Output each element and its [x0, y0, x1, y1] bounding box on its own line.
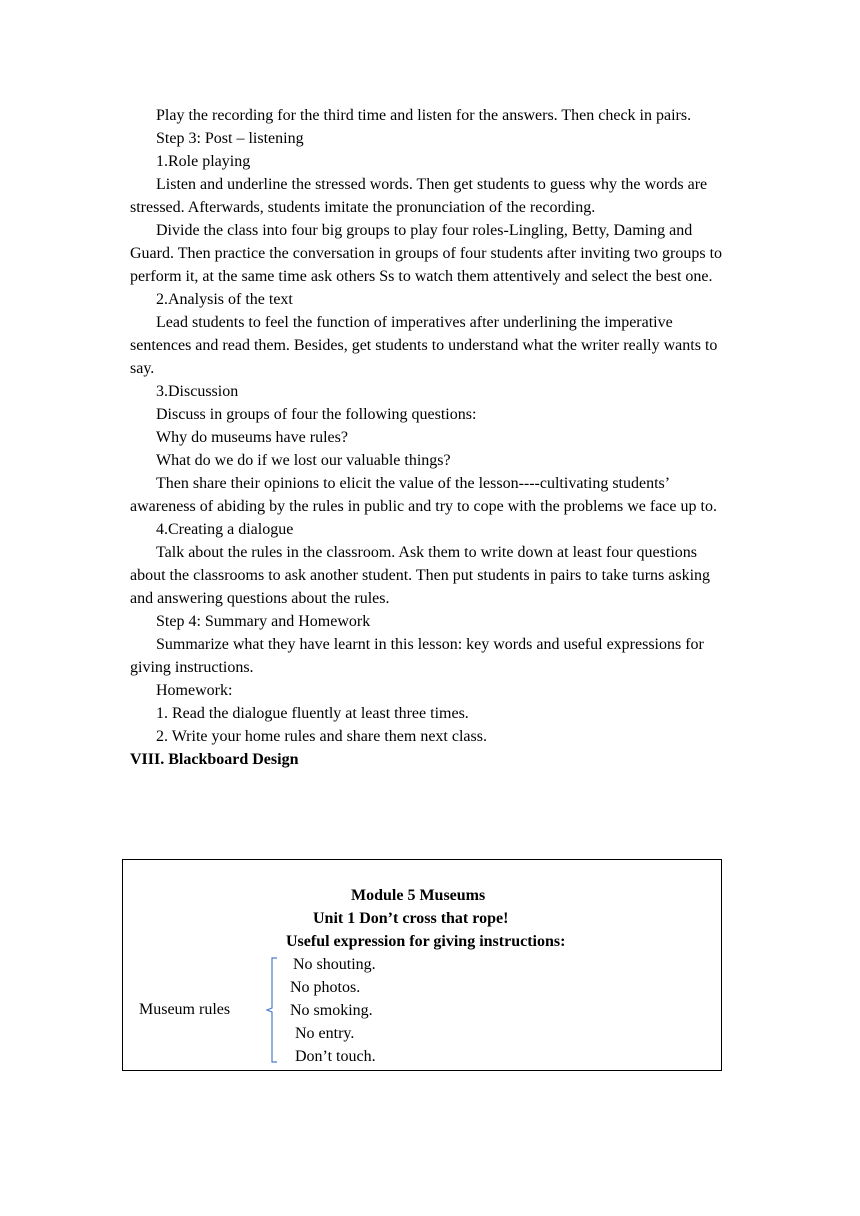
- curly-brace-icon: [265, 956, 279, 1064]
- paragraph: Divide the class into four big groups to play four roles-Lingling, Betty, Daming and Guard. Then practice the conversation in groups of four students after inviting two groups to perform it, at the same time ask others Ss to watch them attentively and select the best one.: [130, 222, 723, 285]
- document-body: [130, 104, 730, 771]
- expression-title: Useful expression for giving instructions:: [286, 933, 566, 950]
- homework-label: Homework:: [156, 682, 233, 699]
- paragraph: Then share their opinions to elicit the value of the lesson----cultivating students’ awareness of abiding by the rules in public and try to cope with the problems we face up to.: [130, 475, 717, 515]
- step-heading: Step 3: Post – listening: [156, 130, 304, 147]
- unit-title: Unit 1 Don’t cross that rope!: [313, 910, 509, 927]
- rule-item: No shouting.: [293, 956, 376, 973]
- homework-item: 1. Read the dialogue fluently at least three times.: [156, 705, 469, 722]
- rule-item: No photos.: [290, 979, 361, 996]
- subheading: 3.Discussion: [156, 383, 239, 400]
- paragraph: Listen and underline the stressed words. Then get students to guess why the words are stressed. Afterwards, students imitate the pronunciation of the recording.: [130, 176, 708, 216]
- homework-item: 2. Write your home rules and share them next class.: [156, 728, 487, 745]
- section-heading: VIII. Blackboard Design: [130, 751, 299, 768]
- rule-item: No smoking.: [290, 1002, 373, 1019]
- paragraph: Lead students to feel the function of imperatives after underlining the imperative sentences and read them. Besides, get students to understand what the writer really wants to say.: [130, 314, 718, 377]
- blackboard-design-box: [122, 859, 722, 1071]
- module-title: Module 5 Museums: [351, 887, 486, 904]
- paragraph: Summarize what they have learnt in this lesson: key words and useful expressions for giving instructions.: [130, 636, 704, 676]
- step-heading: Step 4: Summary and Homework: [156, 613, 371, 630]
- rule-item: No entry.: [295, 1025, 355, 1042]
- subheading: 4.Creating a dialogue: [156, 521, 294, 538]
- paragraph: Play the recording for the third time and listen for the answers. Then check in pairs.: [156, 107, 692, 124]
- subheading: 1.Role playing: [156, 153, 251, 170]
- question: What do we do if we lost our valuable things?: [156, 452, 451, 469]
- paragraph: Discuss in groups of four the following questions:: [156, 406, 477, 423]
- rule-item: Don’t touch.: [295, 1048, 376, 1065]
- subheading: 2.Analysis of the text: [156, 291, 293, 308]
- museum-rules-label: Museum rules: [139, 1001, 231, 1018]
- paragraph: Talk about the rules in the classroom. Ask them to write down at least four questions about the classrooms to ask another student. Then put students in pairs to take turns asking and answering questions about the rules.: [130, 544, 711, 607]
- question: Why do museums have rules?: [156, 429, 348, 446]
